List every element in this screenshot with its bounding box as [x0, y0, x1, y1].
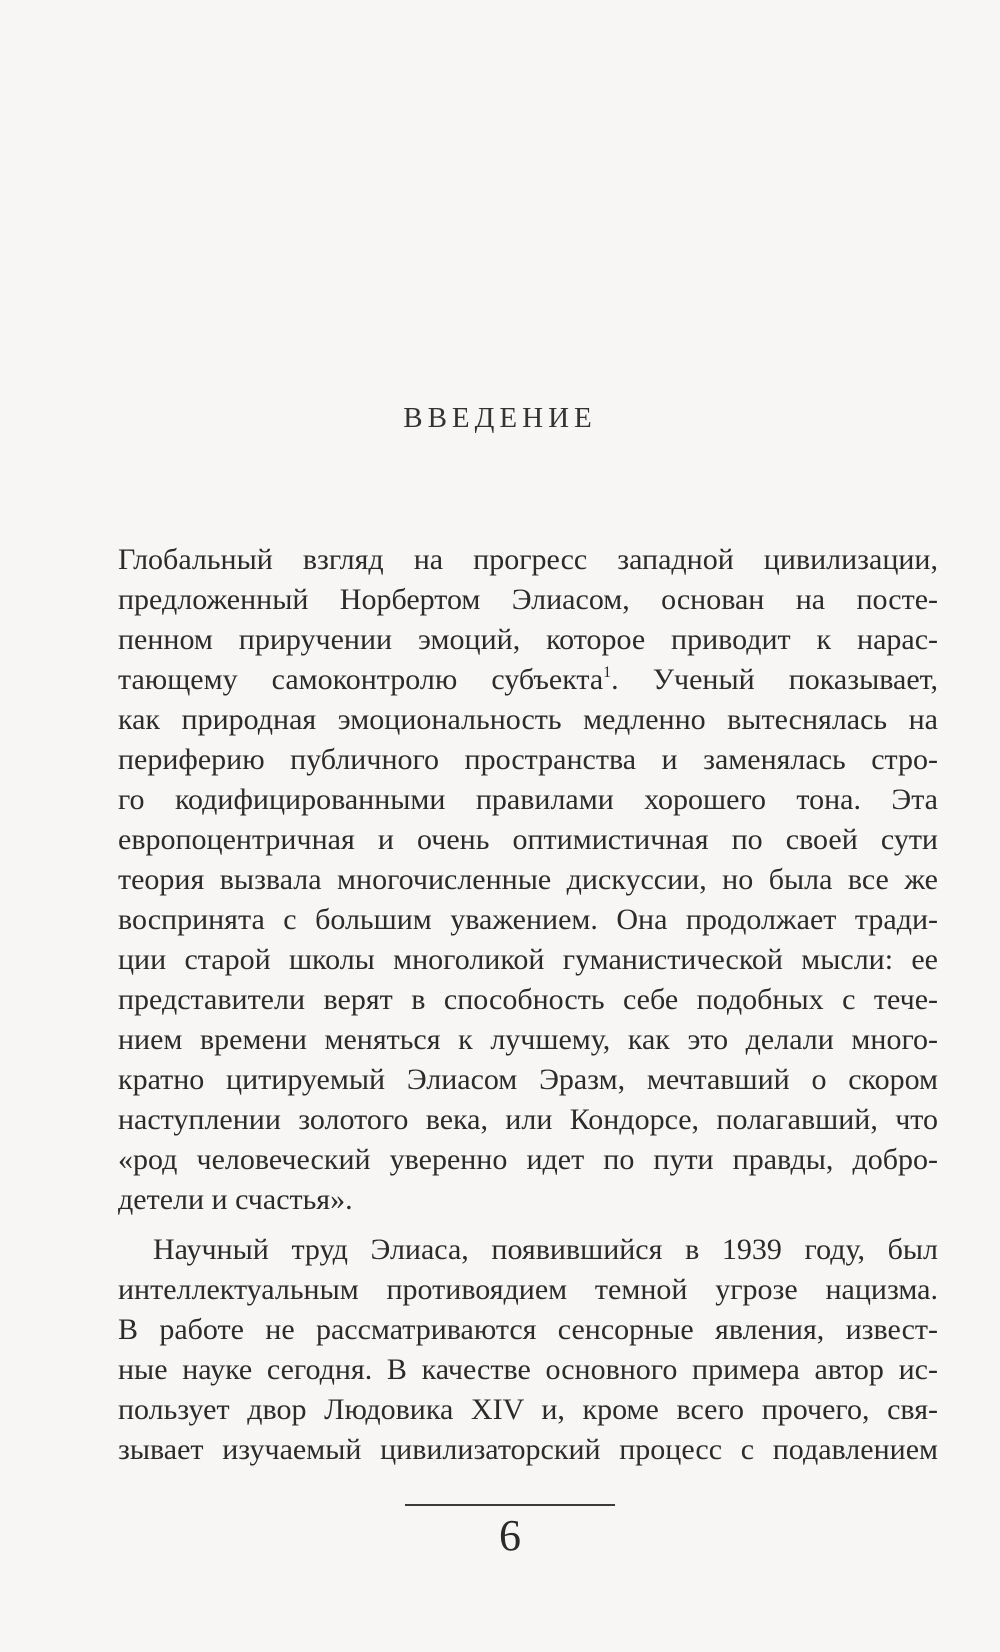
text-line: Научный труд Элиаса, появившийся в 1939 году, был [153, 1233, 938, 1266]
text-line: В работе не рассматриваются сенсорные явления, извест- [118, 1313, 938, 1346]
text-line: кратно цитируемый Элиасом Эразм, мечтавший о скором [118, 1063, 938, 1096]
footer-rule [405, 1504, 615, 1506]
text-line: детели и счастья». [118, 1183, 353, 1216]
footnote-marker[interactable]: 1 [603, 664, 612, 681]
text-line: предложенный Норбертом Элиасом, основан на посте- [118, 583, 938, 616]
text-segment: тающему самоконтролю субъекта [118, 663, 604, 696]
text-line [118, 660, 938, 700]
text-line: ные науке сегодня. В качестве основного примера автор ис- [118, 1353, 938, 1386]
text-line: го кодифицированными правилами хорошего тона. Эта [118, 783, 938, 816]
page-number: 6 [499, 1511, 521, 1560]
text-line: воспринята с большим уважением. Она продолжает тради- [118, 903, 938, 936]
text-line: Глобальный взгляд на прогресс западной цивилизации, [118, 543, 938, 576]
text-line: «род человеческий уверенно идет по пути правды, добро- [118, 1143, 938, 1176]
text-line: зывает изучаемый цивилизаторский процесс с подавлением [118, 1433, 938, 1466]
chapter-heading: ВВЕДЕНИЕ [403, 402, 597, 434]
text-line: интеллектуальным противоядием темной угрозе нацизма. [118, 1273, 938, 1306]
text-line: нием времени меняться к лучшему, как это делали много- [118, 1023, 938, 1056]
text-line: европоцентричная и очень оптимистичная по своей сути [118, 823, 938, 856]
text-line: пенном приручении эмоций, которое приводит к нарас- [118, 623, 938, 656]
text-line: пользует двор Людовика XIV и, кроме всего прочего, свя- [118, 1393, 938, 1426]
text-line: как природная эмоциональность медленно вытеснялась на [118, 703, 938, 736]
text-line: ции старой школы многоликой гуманистической мысли: ее [118, 943, 938, 976]
text-segment: . Ученый показывает, [611, 663, 938, 696]
text-line: представители верят в способность себе подобных с тече- [118, 983, 938, 1016]
text-line: теория вызвала многочисленные дискуссии, но была все же [118, 863, 938, 896]
text-line: периферию публичного пространства и заменялась стро- [118, 743, 938, 776]
text-line: наступлении золотого века, или Кондорсе, полагавший, что [118, 1103, 938, 1136]
